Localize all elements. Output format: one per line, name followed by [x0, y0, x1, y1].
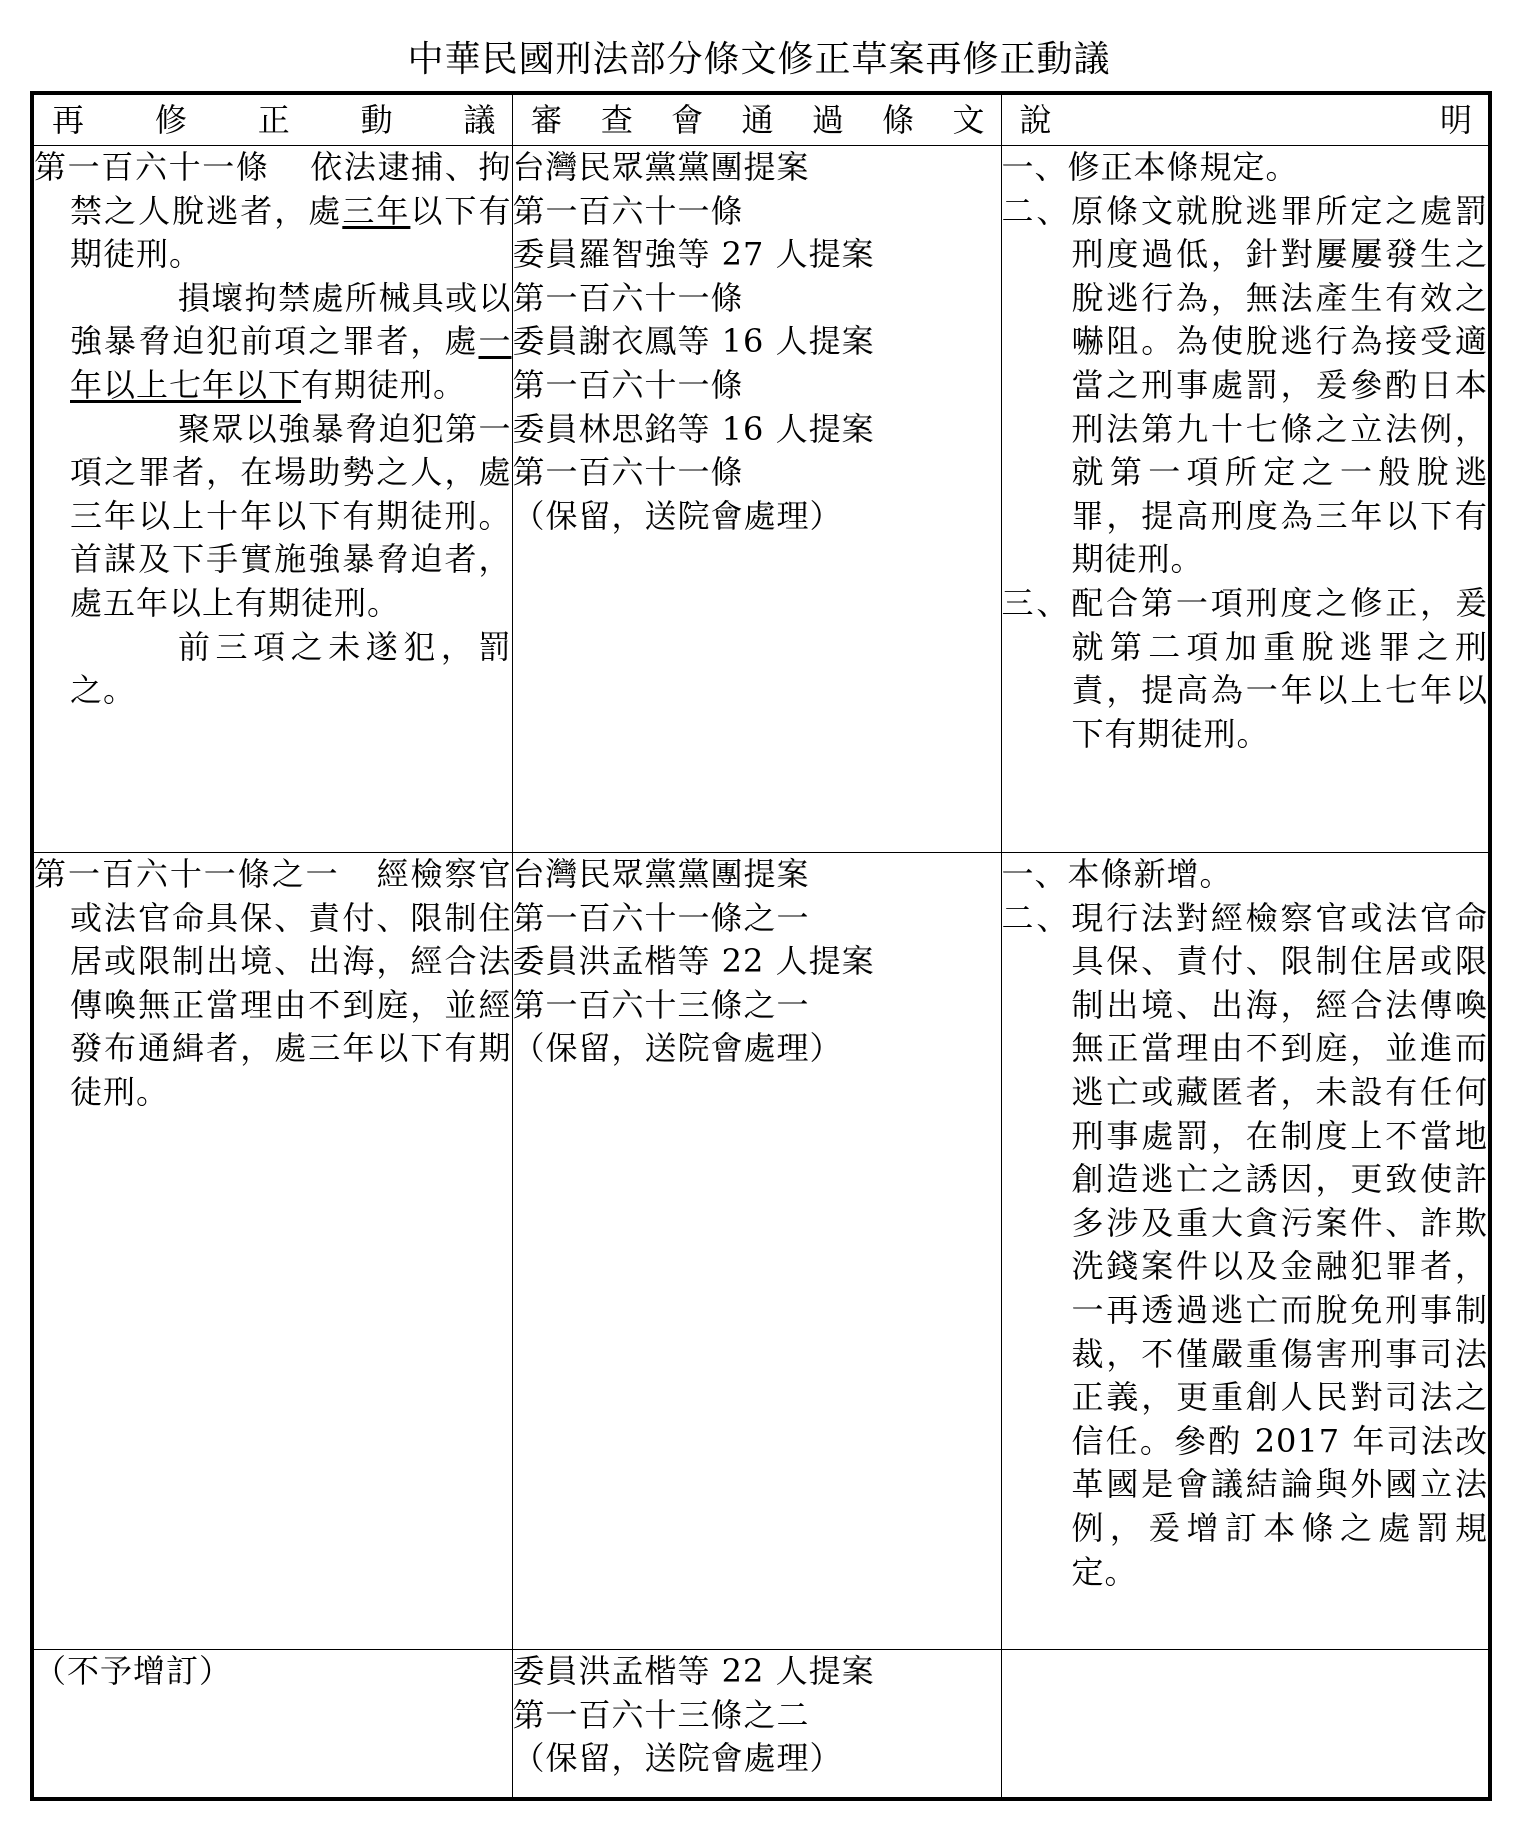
- proposal-line: 第一百六十三條之一: [512, 985, 810, 1024]
- header-motion: [32, 93, 512, 146]
- header-passed: [512, 93, 1001, 146]
- proposal-line: 委員謝衣鳳等 16 人提案: [512, 322, 875, 361]
- notes-cell: [1001, 1650, 1490, 1800]
- header-char: 議: [463, 101, 496, 139]
- amended-text: 一年以上七年以下: [70, 322, 512, 404]
- header-char: 文: [952, 101, 985, 139]
- passed-cell: [512, 1650, 1001, 1800]
- header-char: 查: [600, 101, 633, 139]
- header-char: 說: [1019, 101, 1052, 139]
- motion-paragraph: （不予增訂）: [34, 1652, 233, 1690]
- notes-cell: [1001, 853, 1490, 1650]
- proposal-line: 委員羅智強等 27 人提案: [512, 235, 875, 274]
- proposal-line: 台灣民眾黨黨團提案: [512, 855, 810, 893]
- motion-paragraph: 聚眾以強暴脅迫犯第一項之罪者，在場助勢之人，處三年以上十年以下有期徒刑。首謀及下手實施強暴脅迫者，處五年以上有期徒刑。: [70, 409, 512, 622]
- article-heading: 第一百六十一條之一: [34, 855, 340, 893]
- header-char: 動: [360, 101, 393, 139]
- header-char: 通: [741, 101, 774, 139]
- note-item: 一、本條新增。: [1001, 855, 1233, 893]
- table-row: [32, 853, 1490, 1650]
- proposal-line: 第一百六十一條: [512, 365, 744, 404]
- proposal-line: 委員洪孟楷等 22 人提案: [512, 942, 875, 981]
- article-heading: 第一百六十一條: [34, 148, 270, 186]
- proposal-line: 委員林思銘等 16 人提案: [512, 409, 875, 448]
- proposal-line: 第一百六十一條: [512, 453, 744, 492]
- proposal-line: 第一百六十一條: [512, 191, 744, 230]
- table-row: [32, 1650, 1490, 1800]
- header-char: 過: [811, 101, 844, 139]
- motion-paragraph: 前三項之未遂犯，罰之。: [70, 627, 512, 710]
- passed-cell: [512, 146, 1001, 853]
- proposal-line: 第一百六十一條: [512, 278, 744, 317]
- amended-text: 三年: [342, 191, 411, 230]
- motion-cell: [32, 146, 512, 853]
- header-char: 明: [1439, 101, 1472, 139]
- proposal-line: 台灣民眾黨黨團提案: [512, 148, 810, 186]
- column-header-label: [34, 95, 512, 145]
- header-char: 會: [671, 101, 704, 139]
- proposal-line: （保留，送院會處理）: [512, 496, 843, 535]
- motion-paragraph: 損壞拘禁處所械具或以強暴脅迫犯前項之罪者，處一年以上七年以下有期徒刑。: [70, 278, 512, 404]
- note-item: 二、原條文就脫逃罪所定之處罰刑度過低，針對屢屢發生之脫逃行為，無法產生有效之嚇阻。為使脫逃行為接受適當之刑事處罰，爰參酌日本刑法第九十七條之立法例，就第一項所定之一般脫逃罪，提高刑度為三年以下有期徒刑。: [1001, 191, 1488, 579]
- motion-paragraph: 第一百六十一條 依法逮捕、拘禁之人脫逃者，處三年以下有期徒刑。: [34, 148, 512, 274]
- proposal-line: （保留，送院會處理）: [512, 1739, 843, 1778]
- header-notes: [1001, 93, 1490, 146]
- notes-cell: [1001, 146, 1490, 853]
- proposal-line: （保留，送院會處理）: [512, 1029, 843, 1068]
- page-title: 中華民國刑法部分條文修正草案再修正動議: [407, 39, 1111, 80]
- column-header-label: [1002, 95, 1489, 145]
- proposal-line: 第一百六十一條之一: [512, 898, 810, 937]
- note-item: 二、現行法對經檢察官或法官命具保、責付、限制住居或限制出境、出海，經合法傳喚無正當理由不到庭，並進而逃亡或藏匿者，未設有任何刑事處罰，在制度上不當地創造逃亡之誘因，更致使許多涉及重大貪污案件、詐欺洗錢案件以及金融犯罪者，一再透過逃亡而脫免刑事制裁，不僅嚴重傷害刑事司法正義，更重創人民對司法之信任。參酌 2017 年司法改革國是會議結論與外國立法例，爰增訂本條之處罰規定。: [1001, 898, 1488, 1591]
- header-row: [32, 93, 1490, 146]
- header-char: 再: [52, 101, 85, 139]
- table-row: [32, 146, 1490, 853]
- column-header-label: [513, 95, 1001, 145]
- header-char: 條: [882, 101, 915, 139]
- motion-paragraph: 第一百六十一條之一 經檢察官或法官命具保、責付、限制住居或限制出境、出海，經合法傳喚無正當理由不到庭，並經發布通緝者，處三年以下有期徒刑。: [34, 855, 512, 1111]
- header-char: 審: [530, 101, 563, 139]
- motion-cell: [32, 853, 512, 1650]
- note-item: 三、配合第一項刑度之修正，爰就第二項加重脫逃罪之刑責，提高為一年以上七年以下有期徒刑。: [1001, 583, 1488, 753]
- note-item: 一、修正本條規定。: [1001, 148, 1299, 186]
- proposal-line: 第一百六十三條之二: [512, 1695, 810, 1734]
- comparison-table: [30, 91, 1492, 1801]
- header-char: 修: [154, 101, 187, 139]
- proposal-line: 委員洪孟楷等 22 人提案: [512, 1652, 875, 1690]
- motion-cell: [32, 1650, 512, 1800]
- header-char: 正: [257, 101, 290, 139]
- passed-cell: [512, 853, 1001, 1650]
